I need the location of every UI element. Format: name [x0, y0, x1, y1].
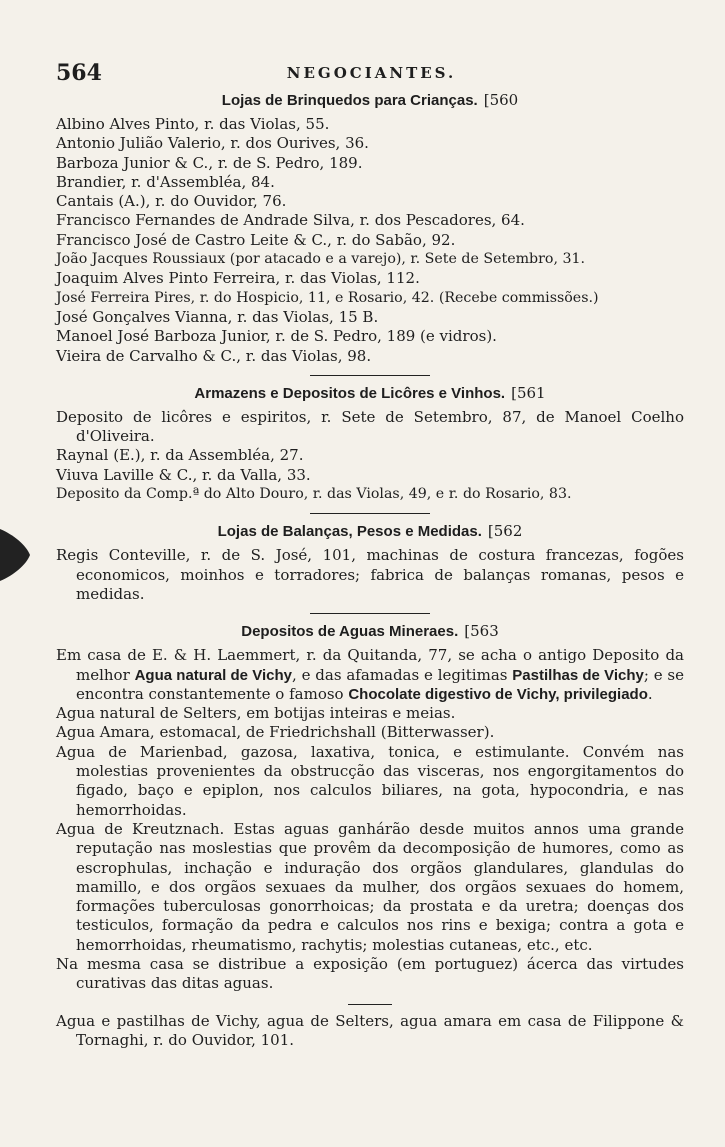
- list-entry: Joaquim Alves Pinto Ferreira, r. das Violas, 112.: [56, 269, 420, 288]
- section-divider: [310, 613, 430, 614]
- list-entry: Agua Amara, estomacal, de Friedrichshall (Bitterwasser).: [56, 723, 495, 742]
- section-divider: [310, 513, 430, 514]
- section-title-563: Depositos de Aguas Mineraes. [563: [241, 622, 499, 641]
- section-divider: [310, 375, 430, 376]
- list-entry: Antonio Julião Valerio, r. dos Ourives, 36.: [56, 134, 369, 153]
- list-entry: Albino Alves Pinto, r. das Violas, 55.: [56, 115, 330, 133]
- section-list-560: [56, 115, 684, 366]
- section-title-560: Lojas de Brinquedos para Crianças. [560: [221, 91, 519, 109]
- list-entry: José Ferreira Pires, r. do Hospicio, 11, e Rosario, 42. (Recebe commissões.): [56, 289, 599, 306]
- list-entry: Cantais (A.), r. do Ouvidor, 76.: [56, 192, 287, 211]
- list-entry: João Jacques Roussiaux (por atacado e a varejo), r. Sete de Setembro, 31.: [56, 251, 586, 268]
- section-divider-short: [348, 1004, 392, 1005]
- list-entry: Na mesma casa se distribue a exposição (em portuguez) ácerca das virtudes curativas das ditas aguas.: [56, 954, 684, 993]
- page-body: [56, 90, 684, 1050]
- section-list-562: [56, 546, 684, 604]
- list-entry: Manoel José Barboza Junior, r. de S. Pedro, 189 (e vidros).: [56, 327, 497, 346]
- section-list-561: [56, 408, 684, 504]
- list-entry: Viuva Laville & C., r. da Valla, 33.: [56, 465, 311, 484]
- section-list-563: [56, 646, 684, 993]
- list-entry: Deposito da Comp.ª do Alto Douro, r. das Violas, 49, e r. do Rosario, 83.: [56, 486, 572, 503]
- page-header: [56, 60, 687, 90]
- list-entry: José Gonçalves Vianna, r. das Violas, 15 B.: [56, 307, 379, 326]
- list-entry: Barboza Junior & C., r. de S. Pedro, 189.: [56, 153, 363, 172]
- section-title-562: Lojas de Balanças, Pesos e Medidas. [562: [217, 522, 523, 541]
- closing-entry: Agua e pastilhas de Vichy, agua de Selters, agua amara em casa de Filippone & Tornaghi, r. do Ouvidor, 101.: [56, 1011, 684, 1049]
- list-entry: Brandier, r. d'Assembléa, 84.: [56, 172, 275, 191]
- list-entry: Regis Conteville, r. de S. José, 101, machinas de costura francezas, fogões economicos, moinhos e torradores; fabrica de balanças romanas, pesos e medidas.: [56, 546, 684, 603]
- list-entry: Agua natural de Selters, em botijas inteiras e meias.: [56, 704, 456, 723]
- list-entry: Raynal (E.), r. da Assembléa, 27.: [56, 446, 304, 465]
- list-entry: Francisco Fernandes de Andrade Silva, r. dos Pescadores, 64.: [56, 211, 525, 230]
- section-title-561: Armazens e Depositos de Licôres e Vinhos. [561: [194, 383, 546, 402]
- list-entry: Francisco José de Castro Leite & C., r. do Sabão, 92.: [56, 230, 456, 249]
- list-entry: Deposito de licôres e espiritos, r. Sete de Setembro, 87, de Manoel Coelho d'Oliveira.: [56, 407, 684, 446]
- lead-paragraph: Em casa de E. & H. Laemmert, r. da Quitanda, 77, se acha o antigo Deposito da melhor Agua natural de Vichy, e das afamadas e legitimas Pastilhas de Vichy; e se encontra constantemente o famoso Chocolate digestivo de Vichy, privilegiado.: [56, 646, 685, 703]
- list-entry: Vieira de Carvalho & C., r. das Violas, 98.: [56, 346, 372, 365]
- running-head: NEGOCIANTES.: [286, 64, 457, 82]
- page-number: 564: [56, 60, 102, 86]
- list-entry: Agua de Kreutznach. Estas aguas ganhárão desde muitos annos uma grande reputação nas moslestias que provêm da decomposição de humores, como as escrophulas, inchação e induração dos orgãos glandulares, glandulas do mamillo, e dos orgãos sexuaes da mulher, dos orgãos sexuaes do homem, formações tuberculosas gonorrhoicas; da prostata e da uretra; doenças dos testiculos, formação da pedra e calculos nos rins e bexiga; contra a gota e hemorrhoidas, rheumatismo, rachytis; molestias cutaneas, etc., etc.: [56, 819, 684, 954]
- list-entry: Agua de Marienbad, gazosa, laxativa, tonica, e estimulante. Convém nas molestias provenientes da obstrucção das visceras, nos engorgitamentos do figado, baço e epiplon, nos calculos biliares, na gota, hypocondria, e nas hemorrhoidas.: [56, 742, 684, 819]
- binding-shadow: [0, 525, 34, 585]
